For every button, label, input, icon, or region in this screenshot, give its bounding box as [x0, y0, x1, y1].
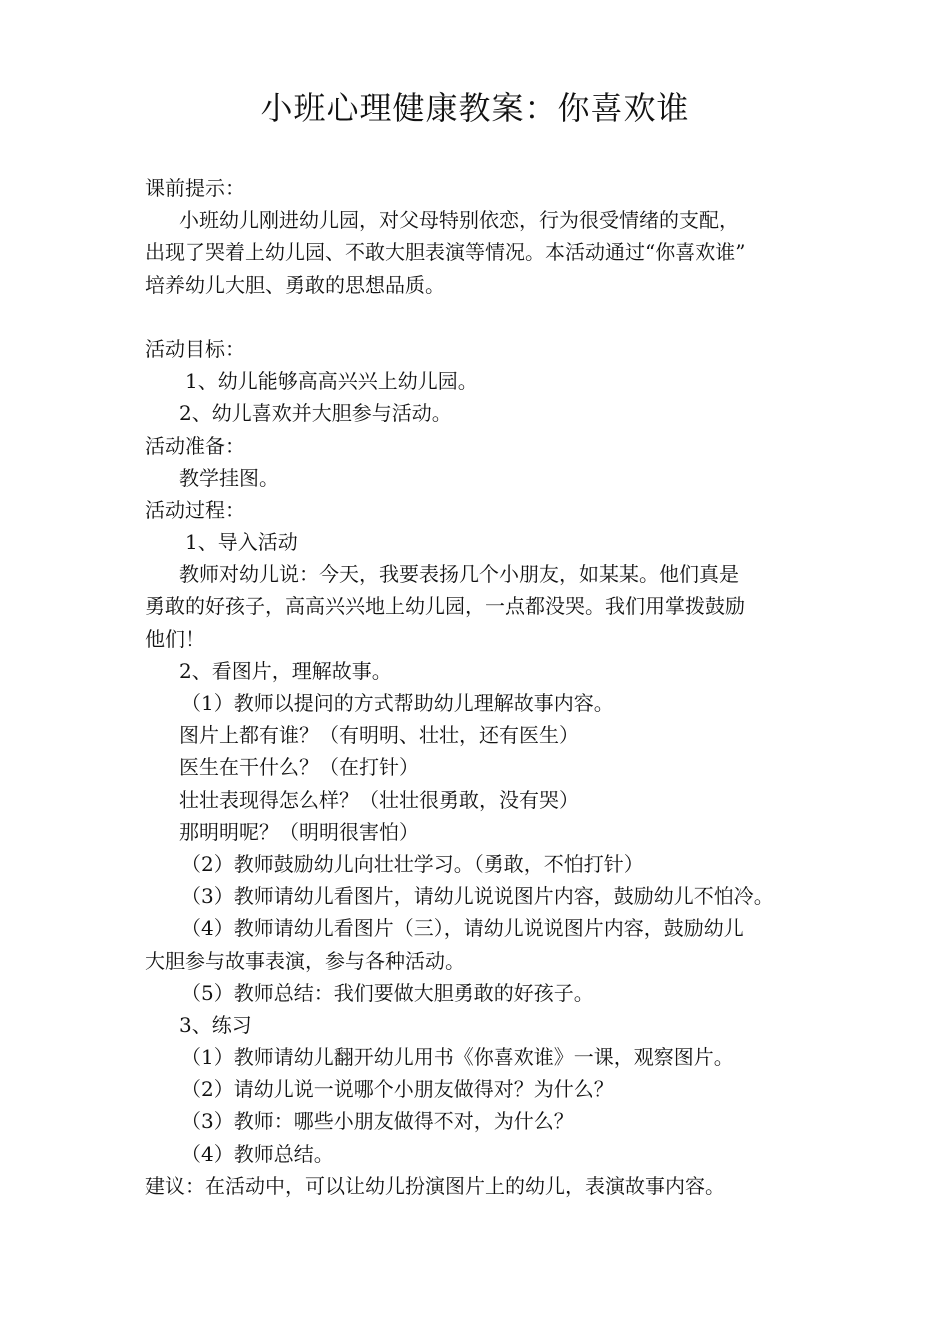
- text-line: （2）教师鼓励幼儿向壮壮学习。（勇敢，不怕打针）: [181, 851, 644, 876]
- blank-line: [145, 301, 825, 333]
- text-line: 那明明呢？（明明很害怕）: [179, 819, 419, 844]
- text-line: 2、幼儿喜欢并大胆参与活动。: [179, 401, 452, 426]
- text-line: 1、幼儿能够高高兴兴上幼儿园。: [185, 369, 478, 394]
- document-body: [145, 172, 825, 1202]
- text-line: （5）教师总结：我们要做大胆勇敢的好孩子。: [181, 980, 594, 1005]
- text-line: 医生在干什么？（在打针）: [179, 755, 419, 780]
- text-line: （1）教师请幼儿翻开幼儿用书《你喜欢谁》一课，观察图片。: [181, 1045, 734, 1070]
- document-title: 小班心理健康教案：你喜欢谁: [260, 89, 690, 127]
- text-line: 3、练习: [179, 1012, 252, 1037]
- text-line: 2、看图片，理解故事。: [179, 658, 392, 683]
- text-line: 活动准备：: [145, 433, 245, 458]
- text-line: 教学挂图。: [179, 465, 279, 490]
- text-line: （2）请幼儿说一说哪个小朋友做得对？为什么？: [181, 1077, 614, 1102]
- text-line: （3）教师：哪些小朋友做得不对，为什么？: [181, 1109, 574, 1134]
- text-line: 活动目标：: [145, 336, 245, 361]
- text-line: 培养幼儿大胆、勇敢的思想品质。: [145, 272, 445, 297]
- text-line: 图片上都有谁？（有明明、壮壮，还有医生）: [179, 723, 579, 748]
- text-line: （1）教师以提问的方式帮助幼儿理解故事内容。: [181, 691, 614, 715]
- text-line: 建议：在活动中，可以让幼儿扮演图片上的幼儿，表演故事内容。: [145, 1173, 725, 1198]
- text-line: 他们！: [145, 626, 205, 651]
- text-line: （4）教师总结。: [181, 1141, 334, 1166]
- text-line: （3）教师请幼儿看图片，请幼儿说说图片内容，鼓励幼儿不怕冷。: [181, 884, 774, 909]
- text-line: 勇敢的好孩子，高高兴兴地上幼儿园，一点都没哭。我们用掌拨鼓励: [145, 594, 745, 619]
- text-line: （4）教师请幼儿看图片（三），请幼儿说说图片内容，鼓励幼儿: [181, 916, 744, 941]
- text-line: 大胆参与故事表演，参与各种活动。: [145, 948, 465, 973]
- text-line: 壮壮表现得怎么样？（壮壮很勇敢，没有哭）: [179, 787, 579, 812]
- text-line: 1、导入活动: [185, 530, 298, 555]
- text-line: 活动过程：: [145, 497, 245, 522]
- text-line: 出现了哭着上幼儿园、不敢大胆表演等情况。本活动通过“你喜欢谁”: [145, 240, 746, 265]
- text-line: 教师对幼儿说：今天，我要表扬几个小朋友，如某某。他们真是: [179, 562, 739, 587]
- text-line: 小班幼儿刚进幼儿园，对父母特别依恋，行为很受情绪的支配，: [179, 208, 739, 233]
- text-line: 课前提示：: [145, 176, 245, 200]
